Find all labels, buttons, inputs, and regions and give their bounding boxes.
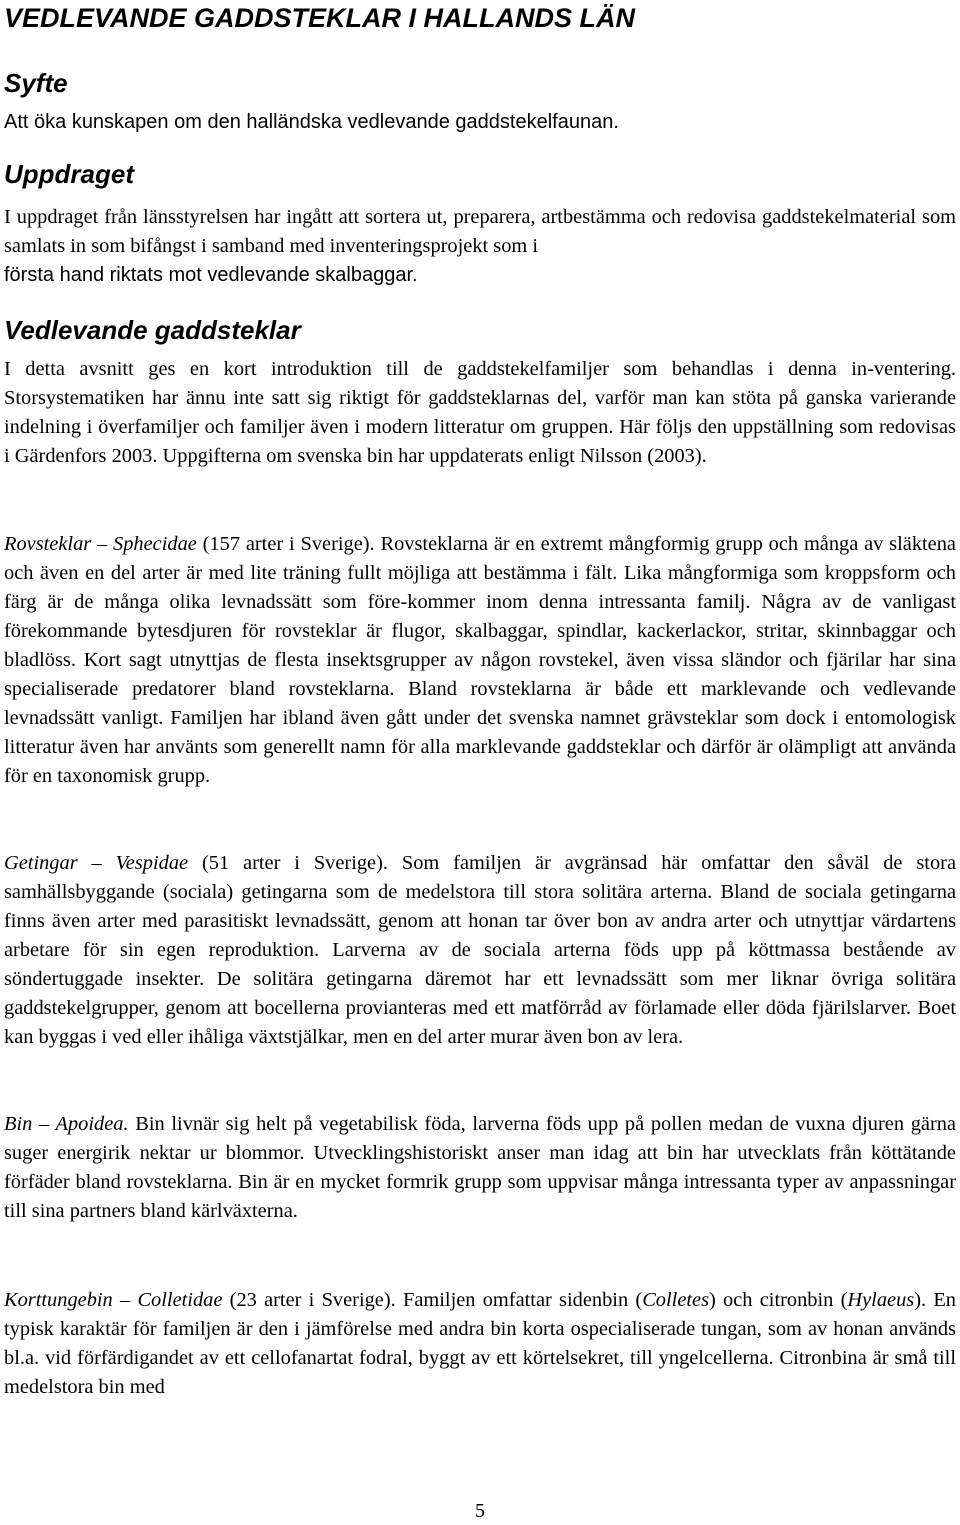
family-latin-name: Colletidae [137,1289,223,1311]
family-separator: – [112,1289,138,1311]
family-species-count: (23 arter i Sverige). [222,1289,396,1311]
heading-uppdraget: Uppdraget [4,159,134,189]
syfte-text: Att öka kunskapen om den halländska vedlevande gaddstekelfaunan. [4,111,619,133]
family-separator: – [77,852,116,874]
family-species-count: (51 arter i Sverige). [188,852,388,874]
family-description-part: ). En typisk karaktär för familjen är den i jämförelse med andra bin korta ospecialiserade tungan, som av honan används bl.a. vid förfärdigandet av ett cellofanartat fodral, byggt av ett körtelsekret, till yngelcellerna. Citronbina är små till medelstora bin med [4,1289,957,1398]
family-name: Korttungebin [4,1289,113,1311]
family-description: Bin livnär sig helt på vegetabilisk föda, larverna föds upp på pollen medan de vuxna djuren gärna suger energirik nektar ur blommor. Utvecklingshistoriskt anser man idag att bin har utvecklats från köttätande förfäder bland rovsteklarna. Bin är en mycket formrik grupp som uppvisar många intressanta typer av anpassningar till sina partners bland kärlväxterna. [4,1113,956,1222]
family-separator: – [91,533,114,555]
family-korttungebin [4,1286,956,1402]
vedlevande-intro: I detta avsnitt ges en kort introduktion till de gaddstekelfamiljer som behandlas i denna in-ventering. Storsystematiken har ännu inte satt sig riktigt för gaddsteklarnas del, varför man kan stöta på ganska varierande indelning i överfamiljer och familjer även i modern litteratur om gruppen. Här följs den uppställning som redovisas i Gärdenfors 2003. Uppgifterna om svenska bin har uppdaterats enligt Nilsson (2003). [4,358,956,467]
document-title: VEDLEVANDE GADDSTEKLAR I HALLANDS LÄN [4,3,636,33]
heading-vedlevande-gaddsteklar: Vedlevande gaddsteklar [4,315,301,345]
family-description: Rovsteklarna är en extremt mångformig grupp och många av släktena och även en del arter är med lite träning fullt möjliga att bestämma i fält. Lika mångformiga som kroppsform och färg är de många olika levnadssätt som före-kommer inom denna intressanta familj. Några av de vanligast förekommande bytesdjuren för rovsteklar är flugor, skalbaggar, spindlar, kackerlackor, stritar, skinnbaggar och bladlöss. Kort sagt utnyttjas de flesta insektsgrupper av någon rovstekel, även vissa sländor och fjärilar har sina specialiserade predatorer bland rovsteklarna. Bland rovsteklarna är både ett marklevande och vedlevande levnadssätt vanligt. Familjen har ibland även gått under det svenska namnet grävsteklar som dock i entomologisk litteratur även har använts som generellt namn för alla marklevande gaddsteklar och därför är olämpligt att använda för en taxonomisk grupp. [4,533,956,787]
family-latin-name: Apoidea. [55,1113,129,1135]
family-getingar [4,849,956,1052]
family-rovsteklar [4,530,956,791]
family-description-part: ) och citronbin ( [709,1289,848,1311]
family-description: Som familjen är avgränsad här omfattar den såväl de stora samhällsbyggande (sociala) getingarna som de medelstora till stora solitära arterna. Bland de sociala getingarna finns även arter med parasitiskt levnadssätt, genom att honan tar över bon av andra arter och utnyttjar värdartens arbetare för sin egen reproduktion. Larverna av de sociala arterna föds upp på köttmassa bestående av söndertuggade insekter. De solitära getingarna däremot har ett levnadssätt som mer liknar övriga solitära gaddstekelgrupper, genom att bocellerna provianteras med ett matförråd av förlamade eller döda fjärilslarver. Boet kan byggas i ved eller ihåliga växtstjälkar, men en del arter murar även bon av lera. [4,852,956,1048]
family-description-part: Familjen omfattar sidenbin ( [395,1289,643,1311]
family-bin [4,1110,956,1226]
family-name: Rovsteklar [4,533,92,555]
genus-hylaeus: Hylaeus [847,1289,915,1311]
heading-syfte: Syfte [4,68,68,98]
uppdraget-text-sans: första hand riktats mot vedlevande skalbaggar. [4,264,418,286]
page-number: 5 [475,1500,485,1522]
family-latin-name: Sphecidae [113,533,197,555]
uppdraget-text: I uppdraget från länsstyrelsen har ingått att sortera ut, preparera, artbestämma och redovisa gaddstekelmaterial som samlats in som bifångst i samband med inventeringsprojekt som i [4,206,956,257]
family-species-count: (157 arter i Sverige). [196,533,375,555]
genus-colletes: Colletes [642,1289,710,1311]
family-latin-name: Vespidae [115,852,189,874]
family-separator: – [32,1113,56,1135]
family-name: Getingar [4,852,78,874]
family-name: Bin [4,1113,33,1135]
